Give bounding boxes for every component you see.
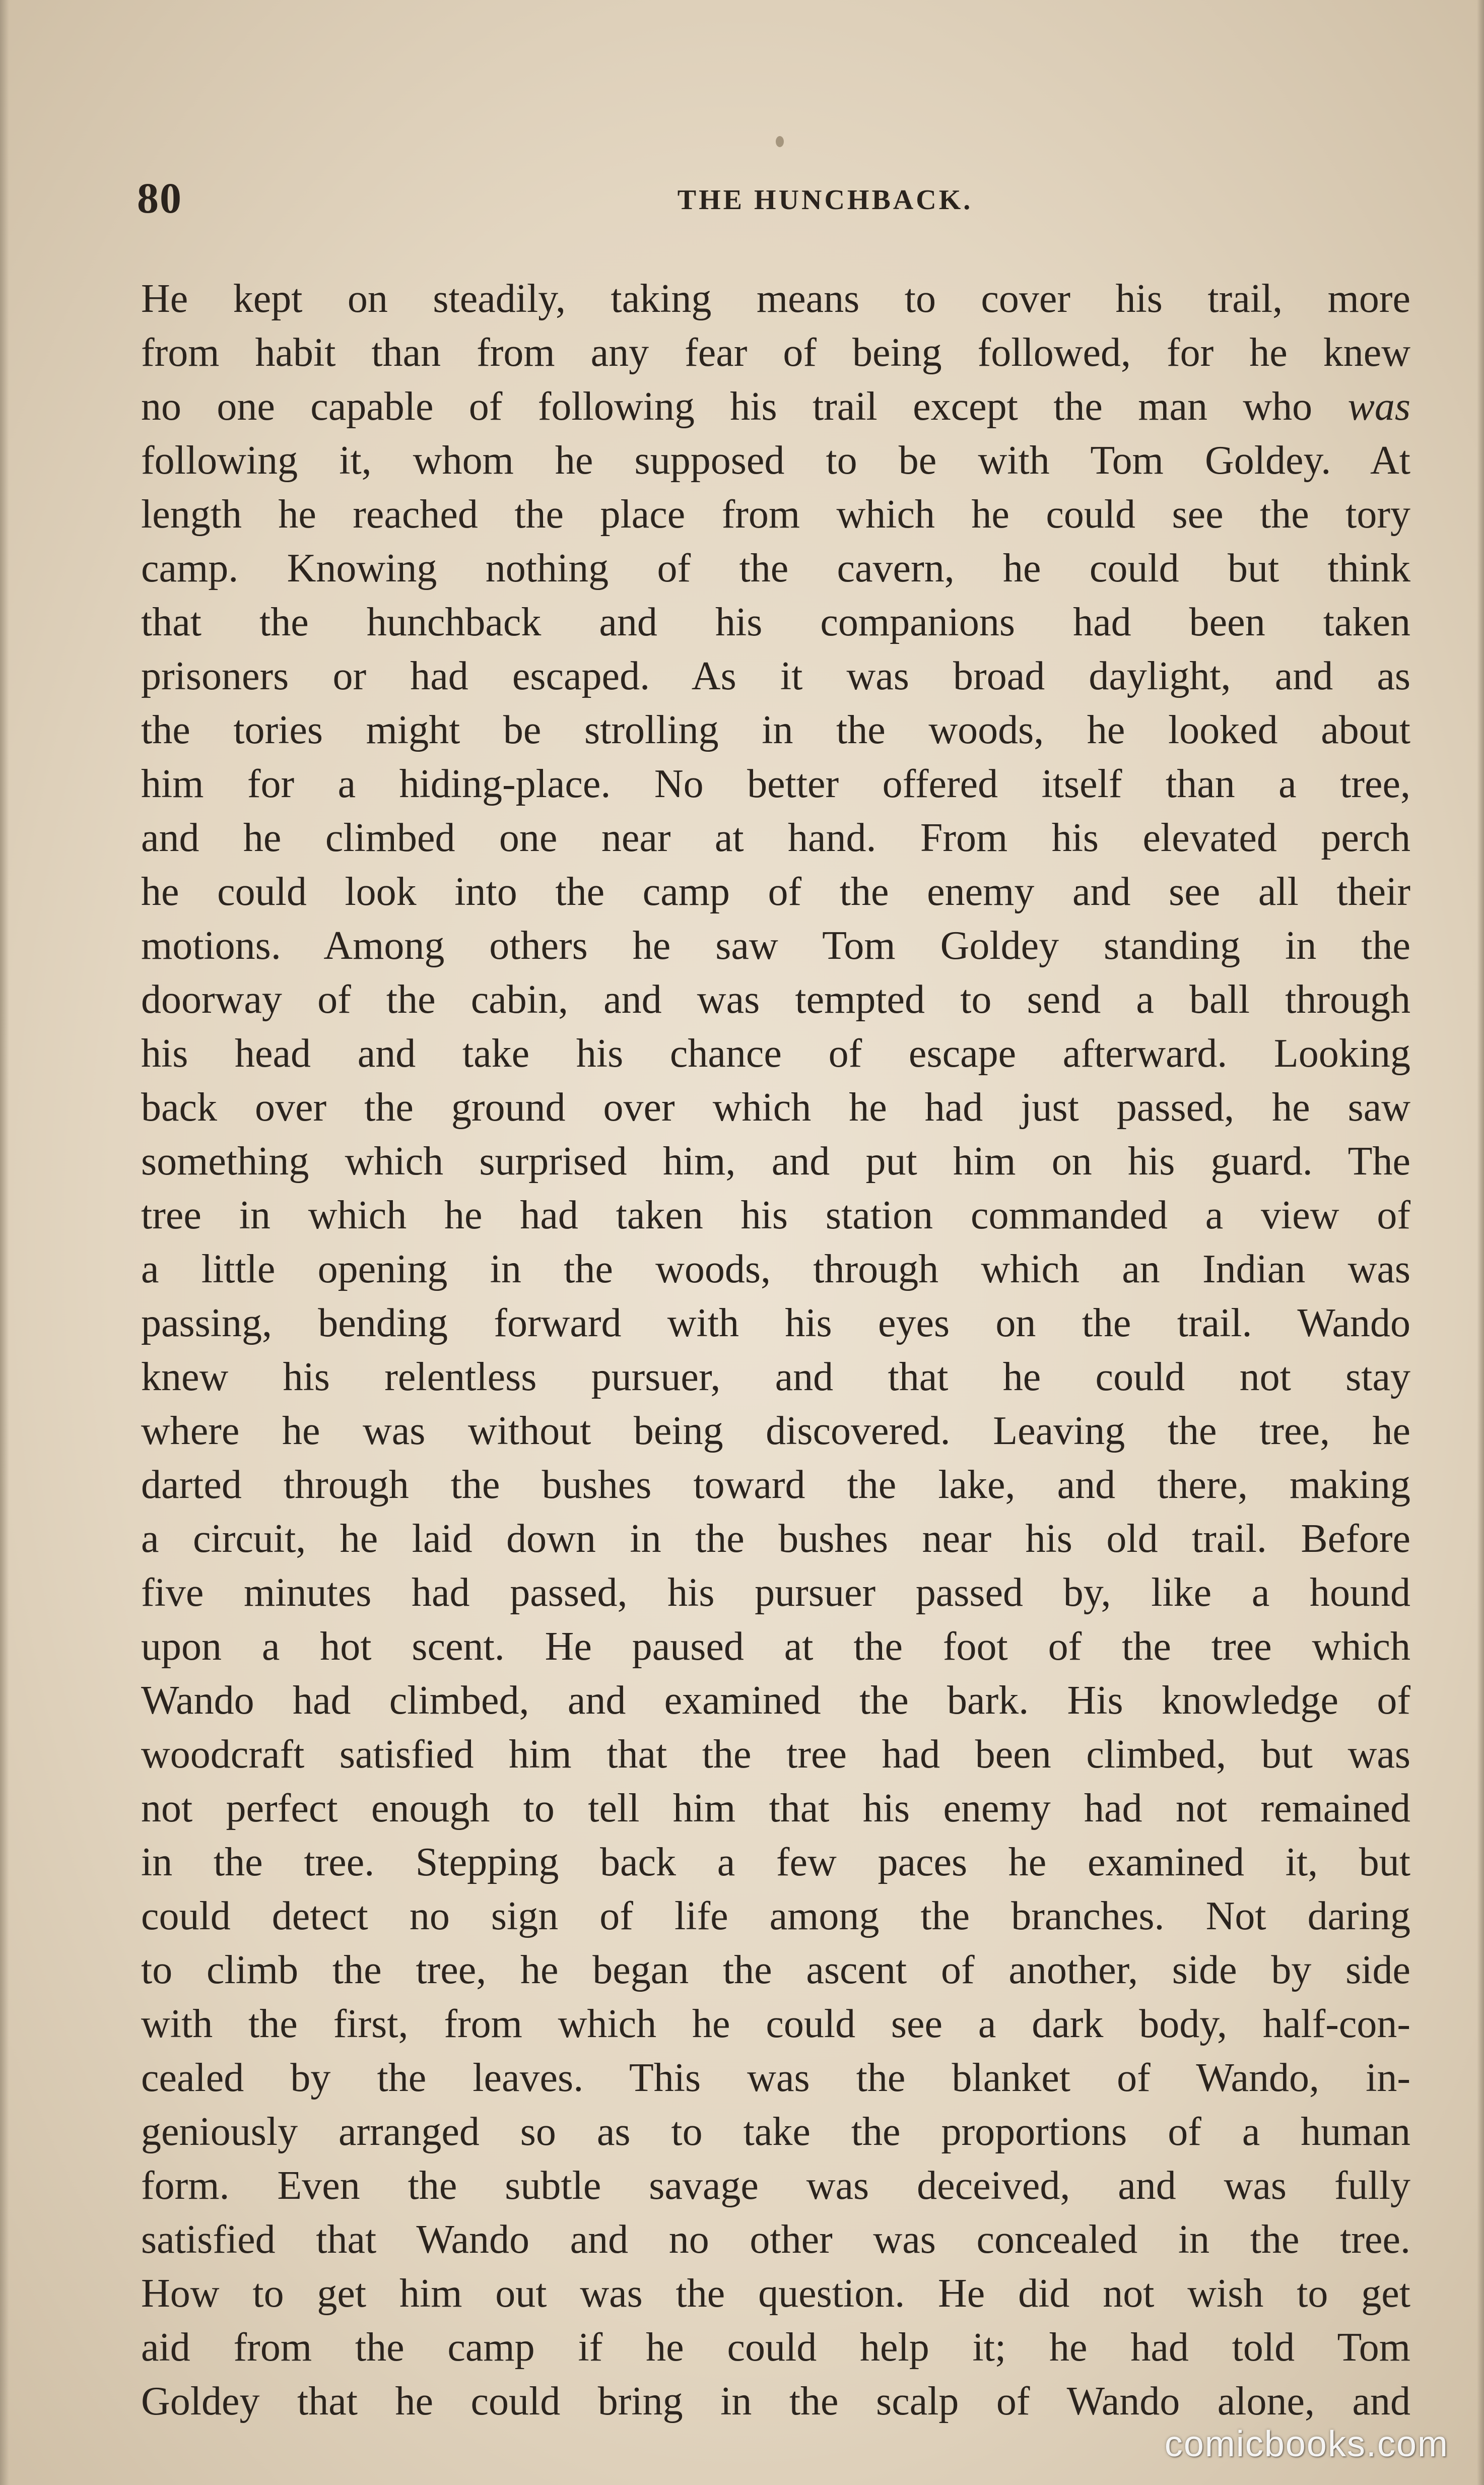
text-line: in the tree. Stepping back a few paces he examined it, but [141, 1840, 1410, 1884]
text-line: Wando had climbed, and examined the bark. His knowledge of [141, 1678, 1410, 1723]
page-right-edge-shadow [1477, 0, 1484, 2485]
watermark: comicbooks.com [1164, 2424, 1449, 2464]
text-line: could detect no sign of life among the branches. Not daring [141, 1894, 1410, 1938]
text-line: darted through the bushes toward the lake, and there, making [141, 1463, 1410, 1507]
text-line: knew his relentless pursuer, and that he could not stay [141, 1355, 1410, 1399]
page-number: 80 [137, 174, 182, 222]
text-line: tree in which he had taken his station commanded a view of [141, 1193, 1410, 1237]
text-line: prisoners or had escaped. As it was broad daylight, and as [141, 654, 1410, 698]
text-line: form. Even the subtle savage was deceived, and was fully [141, 2164, 1410, 2208]
text-line: the tories might be strolling in the woods, he looked about [141, 708, 1410, 752]
text-line: and he climbed one near at hand. From his elevated perch [141, 816, 1410, 860]
body-text [141, 272, 1410, 2429]
running-title: THE HUNCHBACK. [677, 184, 973, 216]
text-line: doorway of the cabin, and was tempted to send a ball through [141, 977, 1410, 1022]
text-line: a circuit, he laid down in the bushes near his old trail. Before [141, 1517, 1410, 1561]
text-line: no one capable of following his trail except the man who was [141, 384, 1410, 429]
text-line: aid from the camp if he could help it; he had told Tom [141, 2325, 1410, 2370]
text-line: to climb the tree, he began the ascent of another, side by side [141, 1948, 1410, 1992]
text-line: not perfect enough to tell him that his enemy had not remained [141, 1786, 1410, 1830]
text-line: from habit than from any fear of being followed, for he knew [141, 331, 1410, 375]
text-line: cealed by the leaves. This was the blanket of Wando, in- [141, 2056, 1410, 2100]
text-line: a little opening in the woods, through which an Indian was [141, 1247, 1410, 1291]
text-line: something which surprised him, and put him on his guard. The [141, 1139, 1410, 1184]
text-line: length he reached the place from which he could see the tory [141, 492, 1410, 537]
text-line: five minutes had passed, his pursuer passed by, like a hound [141, 1571, 1410, 1615]
text-line: where he was without being discovered. Leaving the tree, he [141, 1409, 1410, 1453]
text-line: satisfied that Wando and no other was concealed in the tree. [141, 2217, 1410, 2262]
text-line: upon a hot scent. He paused at the foot of the tree which [141, 1624, 1410, 1669]
page-header [135, 164, 1414, 244]
text-line: woodcraft satisfied him that the tree had been climbed, but was [141, 1732, 1410, 1777]
text-line: back over the ground over which he had just passed, he saw [141, 1085, 1410, 1130]
text-line: with the first, from which he could see a dark body, half-con- [141, 2002, 1410, 2046]
text-line: How to get him out was the question. He did not wish to get [141, 2271, 1410, 2316]
italic-word: was [1347, 384, 1410, 429]
text-line: he could look into the camp of the enemy and see all their [141, 870, 1410, 914]
text-line: motions. Among others he saw Tom Goldey standing in the [141, 924, 1410, 968]
text-line: that the hunchback and his companions had been taken [141, 600, 1410, 644]
text-line: Goldey that he could bring in the scalp of Wando alone, and [141, 2379, 1410, 2424]
text-line: geniously arranged so as to take the proportions of a human [141, 2110, 1410, 2154]
text-line: He kept on steadily, taking means to cover his trail, more [141, 277, 1410, 321]
text-line: following it, whom he supposed to be with Tom Goldey. At [141, 438, 1410, 483]
ink-blot [776, 136, 784, 147]
text-line: his head and take his chance of escape afterward. Looking [141, 1031, 1410, 1076]
text-line: passing, bending forward with his eyes on the trail. Wando [141, 1301, 1410, 1345]
text-line: camp. Knowing nothing of the cavern, he could but think [141, 546, 1410, 591]
page-left-edge-shadow [0, 0, 9, 2485]
text-line: him for a hiding-place. No better offered itself than a tree, [141, 762, 1410, 806]
